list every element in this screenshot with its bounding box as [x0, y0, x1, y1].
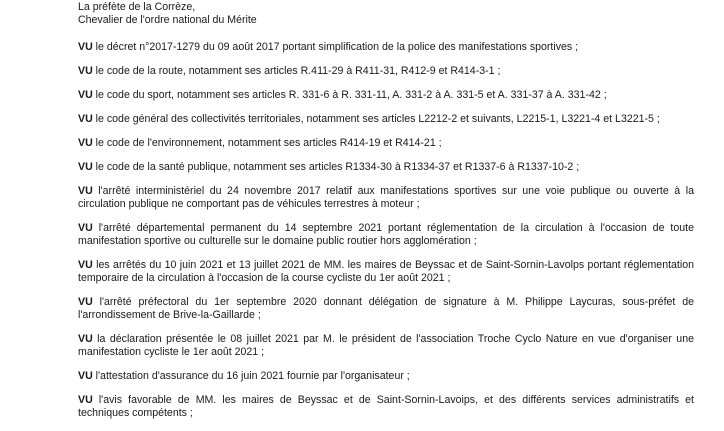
consideration-item [78, 296, 694, 322]
consideration-text: l'arrêté préfectoral du 1er septembre 2020 donnant délégation de signature à M. Philippe Laycuras, sous-préfet de l'arrondissement de Brive-la-Gaillarde ; [78, 296, 694, 321]
consideration-item [78, 222, 694, 248]
vu-keyword: VU [78, 161, 93, 173]
consideration-text: l'attestation d'assurance du 16 juin 2021 fournie par l'organisateur ; [95, 370, 410, 382]
consideration-text: les arrêtés du 10 juin 2021 et 13 juillet 2021 de MM. les maires de Beyssac et de Saint-Sornin-Lavolps portant réglementation temporaire de la circulation à l'occasion de la course cycliste du 1er août 2021 ; [78, 259, 695, 284]
consideration-item [78, 65, 694, 78]
consideration-text: la déclaration présentée le 08 juillet 2021 par M. le président de l'association Troche Cyclo Nature en vue d'organiser une manifestation cycliste le 1er août 2021 ; [78, 333, 694, 358]
consideration-item [78, 113, 694, 126]
consideration-item [78, 161, 694, 174]
consideration-item [78, 370, 694, 383]
vu-keyword: VU [78, 296, 93, 308]
consideration-item [78, 259, 694, 285]
vu-keyword: VU [78, 41, 93, 53]
vu-keyword: VU [78, 137, 93, 149]
consideration-text: l'avis favorable de MM. les maires de Beyssac et de Saint-Sornin-Lavoips, et des différents services administratifs et techniques compétents ; [78, 394, 694, 419]
consideration-text: le code général des collectivités territoriales, notamment ses articles L2212-2 et suivants, L2215-1, L3221-4 et L3221-5 ; [95, 113, 660, 125]
vu-keyword: VU [78, 113, 93, 125]
consideration-item [78, 333, 694, 359]
issuer-title: La préfète de la Corrèze, [78, 1, 196, 13]
consideration-item [78, 185, 694, 211]
consideration-item [78, 394, 694, 420]
considerations-list [78, 41, 694, 431]
vu-keyword: VU [78, 333, 93, 345]
consideration-text: le code de l'environnement, notamment ses articles R414-19 et R414-21 ; [95, 137, 442, 149]
consideration-text: le code de la route, notamment ses articles R.411-29 à R411-31, R412-9 et R414-3-1 ; [95, 65, 501, 77]
consideration-item [78, 89, 694, 102]
consideration-text: le code du sport, notamment ses articles R. 331-6 à R. 331-11, A. 331-2 à A. 331-5 et A. 331-37 à A. 331-42 ; [95, 89, 607, 101]
consideration-text: le code de la santé publique, notamment ses articles R1334-30 à R1334-37 et R1337-6 à R1337-10-2 ; [95, 161, 580, 173]
issuer-distinction: Chevalier de l'ordre national du Mérite [78, 14, 257, 26]
vu-keyword: VU [78, 89, 93, 101]
issuer-header [78, 1, 257, 27]
consideration-text: le décret n°2017-1279 du 09 août 2017 portant simplification de la police des manifestations sportives ; [95, 41, 579, 53]
consideration-item [78, 41, 694, 54]
consideration-item [78, 137, 694, 150]
vu-keyword: VU [78, 394, 93, 406]
vu-keyword: VU [78, 185, 93, 197]
vu-keyword: VU [78, 222, 93, 234]
vu-keyword: VU [78, 370, 93, 382]
vu-keyword: VU [78, 259, 93, 271]
vu-keyword: VU [78, 65, 93, 77]
consideration-text: l'arrêté interministériel du 24 novembre 2017 relatif aux manifestations sportives sur une voie publique ou ouverte à la circulation publique ne comportant pas de véhicules terrestres à moteur ; [78, 185, 694, 210]
consideration-text: l'arrêté départemental permanent du 14 septembre 2021 portant réglementation de la circulation à l'occasion de toute manifestation sportive ou culturelle sur le domaine public routier hors agglomération ; [78, 222, 694, 247]
